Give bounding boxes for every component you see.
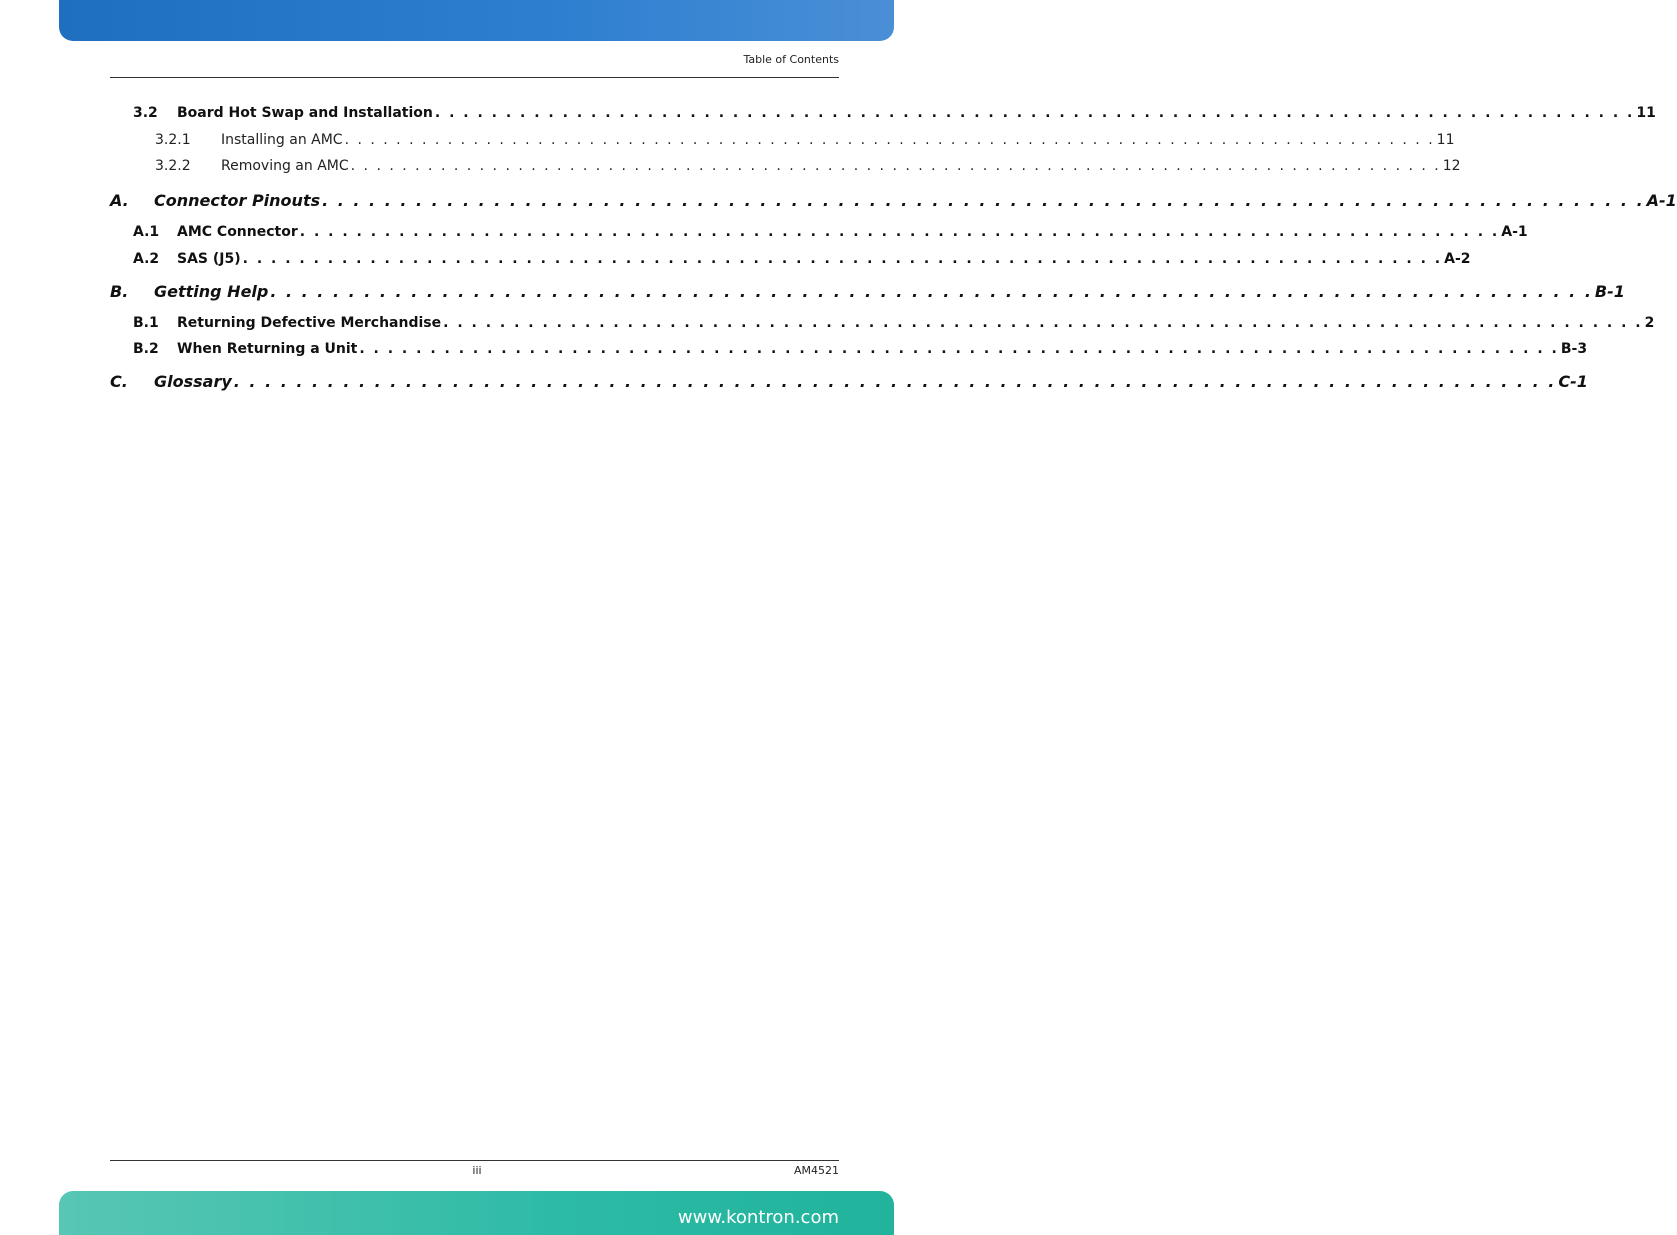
toc-entry-title: When Returning a Unit (177, 341, 358, 357)
toc-leader-dots: . . . . . . . . . . . . . . . . . . . . . . . . . . . . . . . . . . . . . . . . . . . . . . . . . . . . . . . . . . . . . . . . . . . . . . . . . . . . . . . . . . . . . (242, 251, 1443, 267)
footer-divider (110, 1160, 839, 1161)
toc-entry-appendix-c[interactable] (110, 372, 1588, 391)
toc-entry-number: B.1 (133, 315, 159, 331)
toc-entry-page: 11 (1436, 132, 1455, 148)
toc-leader-dots: . . . . . . . . . . . . . . . . . . . . . . . . . . . . . . . . . . . . . . . . . . . . . . . . . . . . . . . . . . . . . . . . . . . . . . . . . . . . . . . . . . . . . (299, 224, 1500, 240)
header-title: Table of Contents (743, 53, 839, 66)
toc-entry-a-1[interactable] (110, 224, 1528, 240)
toc-entry-3-2-1[interactable] (110, 132, 1455, 148)
toc-leader-dots: . . . . . . . . . . . . . . . . . . . . . . . . . . . . . . . . . . . . . . . . . . . . . . . . . . . . . . . . . . . . . . . . . . . . . . . . . . . . . . . . . . . . . (344, 132, 1435, 148)
toc-entry-page: A-1 (1646, 191, 1677, 210)
toc-entry-number: 3.2.1 (155, 132, 191, 148)
top-banner (59, 0, 894, 41)
toc-entry-appendix-b[interactable] (110, 282, 1625, 301)
toc-entry-b-2[interactable] (110, 341, 1588, 357)
website-link[interactable]: www.kontron.com (677, 1207, 839, 1228)
toc-entry-number: A.1 (133, 224, 160, 240)
toc-entry-number: B. (110, 282, 129, 301)
toc-entry-title: Connector Pinouts (154, 191, 321, 210)
toc-entry-page: 12 (1442, 158, 1461, 174)
toc-entry-page: C-1 (1558, 372, 1588, 391)
toc-entry-3-2[interactable] (110, 105, 1656, 121)
toc-entry-title: SAS (J5) (177, 251, 241, 267)
toc-entry-page: B-1 (1594, 282, 1625, 301)
bottom-banner (59, 1191, 894, 1235)
toc-entry-page: A-2 (1444, 251, 1471, 267)
toc-entry-number: 3.2 (133, 105, 158, 121)
toc-entry-a-2[interactable] (110, 251, 1471, 267)
toc-entry-page: 2 (1644, 315, 1655, 331)
toc-entry-b-1[interactable] (110, 315, 1655, 331)
toc-entry-title: Getting Help (154, 282, 269, 301)
toc-entry-title: Board Hot Swap and Installation (177, 105, 433, 121)
toc-leader-dots: . . . . . . . . . . . . . . . . . . . . . . . . . . . . . . . . . . . . . . . . . . . . . . . . . . . . . . . . . . . . . . . . . . . . . . . . . . . . . . . . . . . . . (443, 315, 1643, 331)
toc-leader-dots: . . . . . . . . . . . . . . . . . . . . . . . . . . . . . . . . . . . . . . . . . . . . . . . . . . . . . . . . . . . . . . . . . . . . . . . . . . . . . . . . . . . . . (434, 105, 1635, 121)
toc-entry-appendix-a[interactable] (110, 191, 1677, 210)
toc-leader-dots: . . . . . . . . . . . . . . . . . . . . . . . . . . . . . . . . . . . . . . . . . . . . . . . . . . . . . . . . . . . . . . . . . . . . . . . . . . . . . . . . . . . . . (350, 158, 1441, 174)
toc-entry-3-2-2[interactable] (110, 158, 1461, 174)
toc-entry-page: A-1 (1501, 224, 1528, 240)
toc-entry-title: Returning Defective Merchandise (177, 315, 442, 331)
toc-leader-dots: . . . . . . . . . . . . . . . . . . . . . . . . . . . . . . . . . . . . . . . . . . . . . . . . . . . . . . . . . . . . . . . . . . . . . . . . . . . . . . . . . . . . . (322, 191, 1645, 210)
toc-entry-title: Installing an AMC (221, 132, 343, 148)
toc-entry-number: B.2 (133, 341, 159, 357)
toc-entry-number: C. (110, 372, 128, 391)
footer-page-number: iii (472, 1164, 482, 1177)
toc-entry-page: 11 (1636, 105, 1656, 121)
toc-leader-dots: . . . . . . . . . . . . . . . . . . . . . . . . . . . . . . . . . . . . . . . . . . . . . . . . . . . . . . . . . . . . . . . . . . . . . . . . . . . . . . . . . . . . . (233, 372, 1557, 391)
toc-entry-title: Glossary (154, 372, 232, 391)
header-divider (110, 77, 839, 78)
toc-leader-dots: . . . . . . . . . . . . . . . . . . . . . . . . . . . . . . . . . . . . . . . . . . . . . . . . . . . . . . . . . . . . . . . . . . . . . . . . . . . . . . . . . . . . . (359, 341, 1559, 357)
toc-entry-page: B-3 (1560, 341, 1588, 357)
toc-entry-number: A. (110, 191, 129, 210)
toc-entry-number: 3.2.2 (155, 158, 191, 174)
toc-entry-title: AMC Connector (177, 224, 298, 240)
toc-entry-title: Removing an AMC (221, 158, 349, 174)
toc-leader-dots: . . . . . . . . . . . . . . . . . . . . . . . . . . . . . . . . . . . . . . . . . . . . . . . . . . . . . . . . . . . . . . . . . . . . . . . . . . . . . . . . . . . . . (270, 282, 1593, 301)
footer-document-id: AM4521 (793, 1164, 839, 1177)
toc-entry-number: A.2 (133, 251, 160, 267)
